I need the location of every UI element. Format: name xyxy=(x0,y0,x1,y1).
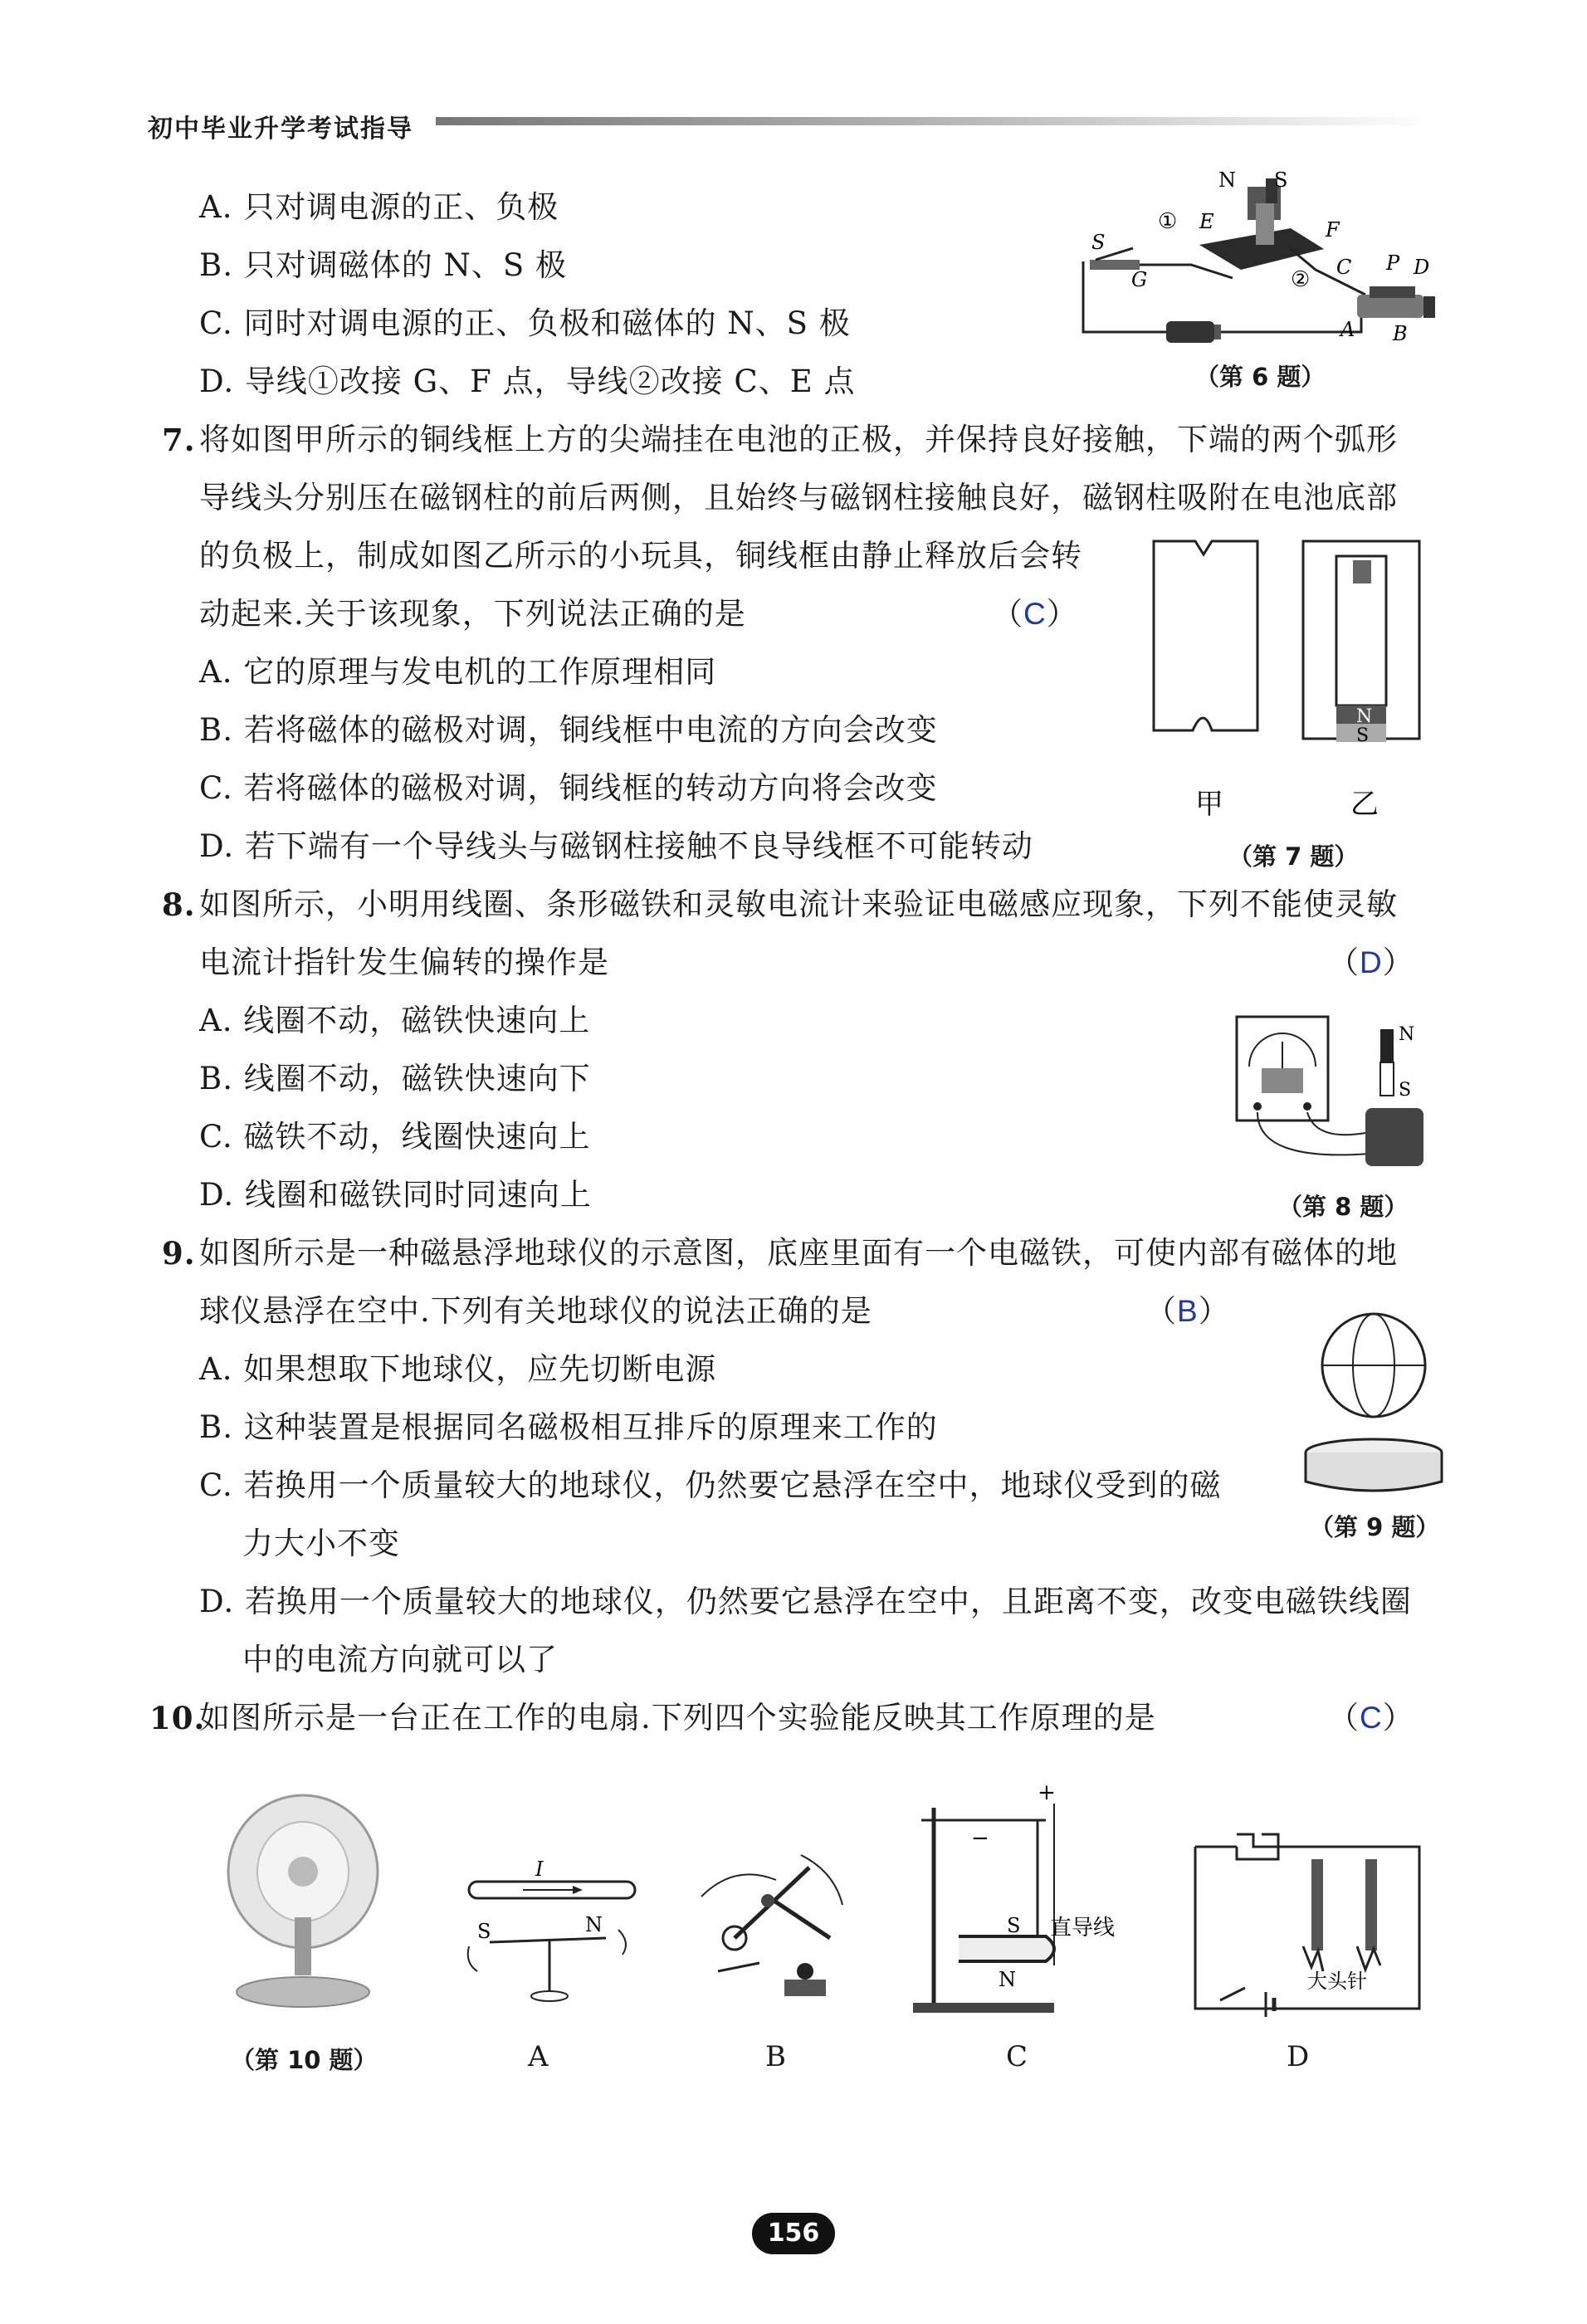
q6-label-g: G xyxy=(1131,268,1148,291)
q7-caption: （第 7 题） xyxy=(1228,842,1359,871)
q10-answer-bracket: （C） xyxy=(1328,1700,1414,1736)
q10-label-b: B xyxy=(765,2040,786,2073)
q8-option-c: C. 磁铁不动，线圈快速向上 xyxy=(199,1119,591,1155)
q9-figure xyxy=(1295,1307,1453,1498)
q8-answer: D xyxy=(1360,945,1383,979)
q6-label-b: B xyxy=(1393,322,1408,345)
q9-caption: （第 9 题） xyxy=(1310,1513,1440,1541)
q10-d-label-pins: 大头针 xyxy=(1307,1970,1367,1993)
q7-option-a: A. 它的原理与发电机的工作原理相同 xyxy=(199,654,717,690)
q8-number: 8. xyxy=(162,886,196,923)
q7-line-4: 动起来.关于该现象，下列说法正确的是 xyxy=(199,596,746,632)
q7-fig-jia-label: 甲 xyxy=(1195,788,1223,821)
q10-label-c: C xyxy=(1006,2040,1028,2073)
q10-c-label-minus: − xyxy=(971,1826,989,1851)
q7-answer-bracket: （C） xyxy=(992,596,1078,632)
q9-option-d-cont: 中的电流方向就可以了 xyxy=(242,1642,558,1677)
q9-option-a: A. 如果想取下地球仪，应先切断电源 xyxy=(199,1351,717,1387)
q7-figure xyxy=(1141,531,1440,822)
q10-label-a: A xyxy=(528,2040,549,2073)
q9-option-b: B. 这种装置是根据同名磁极相互排斥的原理来工作的 xyxy=(199,1409,938,1445)
q10-a-label-s: S xyxy=(477,1920,491,1943)
q7-fig-s: S xyxy=(1356,725,1370,746)
q10-figure-a xyxy=(448,1838,647,2017)
q10-c-label-wire: 直导线 xyxy=(1050,1916,1116,1941)
q7-answer: C xyxy=(1023,597,1047,631)
q10-caption: （第 10 题） xyxy=(231,2046,378,2074)
q10-c-label-s: S xyxy=(1007,1914,1021,1937)
q7-number: 7. xyxy=(162,422,196,458)
q6-label-e: E xyxy=(1199,210,1214,233)
q9-line-2: 球仪悬浮在空中.下列有关地球仪的说法正确的是 xyxy=(199,1293,872,1329)
q9-answer-bracket: （B） xyxy=(1145,1293,1230,1329)
q6-label-n: N xyxy=(1218,170,1236,192)
q7-line-1: 将如图甲所示的铜线框上方的尖端挂在电池的正极，并保持良好接触，下端的两个弧形 xyxy=(199,422,1398,457)
q8-caption: （第 8 题） xyxy=(1278,1193,1409,1221)
q9-option-d: D. 若换用一个质量较大的地球仪，仍然要它悬浮在空中，且距离不变，改变电磁铁线圈 xyxy=(199,1584,1412,1619)
q6-label-p: P xyxy=(1386,251,1400,275)
q7-line-2: 导线头分别压在磁钢柱的前后两侧，且始终与磁钢柱接触良好，磁钢柱吸附在电池底部 xyxy=(199,480,1398,515)
q6-caption: （第 6 题） xyxy=(1195,363,1326,391)
q10-figure-b xyxy=(685,1847,859,2017)
q8-line-2: 电流计指针发生偏转的操作是 xyxy=(199,945,609,980)
q8-fig-s: S xyxy=(1399,1080,1412,1101)
q7-option-d: D. 若下端有一个导线头与磁钢柱接触不良导线框不可能转动 xyxy=(199,828,1033,864)
q6-label-s-switch: S xyxy=(1091,231,1106,254)
q6-option-b: B. 只对调磁体的 N、S 极 xyxy=(199,247,567,283)
q9-number: 9. xyxy=(162,1235,196,1272)
q10-a-label-n: N xyxy=(585,1913,603,1936)
q8-line-1: 如图所示，小明用线圈、条形磁铁和灵敏电流计来验证电磁感应现象，下列不能使灵敏 xyxy=(199,886,1398,922)
header-rule xyxy=(436,117,1432,125)
q7-line-3: 的负极上，制成如图乙所示的小玩具，铜线框由静止释放后会转 xyxy=(199,538,1082,574)
q10-label-d: D xyxy=(1287,2040,1310,2073)
q6-option-c: C. 同时对调电源的正、负极和磁体的 N、S 极 xyxy=(199,305,851,341)
q8-answer-bracket: （D） xyxy=(1328,945,1414,980)
page-number: 156 xyxy=(752,2213,835,2254)
q6-label-c: C xyxy=(1336,256,1352,279)
q10-c-label-plus: + xyxy=(1038,1783,1056,1805)
q6-label-d: D xyxy=(1414,256,1430,279)
q9-line-1: 如图所示是一种磁悬浮地球仪的示意图，底座里面有一个电磁铁，可使内部有磁体的地 xyxy=(199,1235,1398,1271)
q8-option-a: A. 线圈不动，磁铁快速向上 xyxy=(199,1003,591,1038)
q6-label-s: S xyxy=(1274,170,1288,192)
q6-label-f: F xyxy=(1326,218,1340,242)
q9-option-c-cont: 力大小不变 xyxy=(242,1526,400,1561)
q6-figure xyxy=(1067,170,1465,361)
q7-fig-n: N xyxy=(1356,706,1373,727)
q8-option-d: D. 线圈和磁铁同时同速向上 xyxy=(199,1177,592,1213)
q6-label-circle1: ① xyxy=(1158,209,1178,234)
header-title: 初中毕业升学考试指导 xyxy=(148,115,413,144)
q10-c-label-n: N xyxy=(999,1968,1016,1991)
q10-fan-figure xyxy=(216,1793,398,2025)
q10-figure-c xyxy=(909,1783,1150,2019)
q7-fig-yi-label: 乙 xyxy=(1350,788,1379,821)
q6-option-d: D. 导线①改接 G、F 点，导线②改接 C、E 点 xyxy=(199,364,856,399)
q8-figure xyxy=(1233,1008,1440,1174)
q7-option-b: B. 若将磁体的磁极对调，铜线框中电流的方向会改变 xyxy=(199,712,938,748)
q9-answer: B xyxy=(1177,1294,1199,1328)
q10-figure-d xyxy=(1187,1822,1428,2021)
q10-answer: C xyxy=(1360,1701,1383,1735)
q10-a-label-i: I xyxy=(535,1858,544,1881)
q9-option-c: C. 若换用一个质量较大的地球仪，仍然要它悬浮在空中，地球仪受到的磁 xyxy=(199,1467,1222,1503)
q6-label-a: A xyxy=(1340,318,1355,341)
q6-option-a: A. 只对调电源的正、负极 xyxy=(199,189,559,225)
q10-number: 10. xyxy=(149,1700,206,1736)
q6-label-circle2: ② xyxy=(1291,267,1311,292)
q7-option-c: C. 若将磁体的磁极对调，铜线框的转动方向将会改变 xyxy=(199,770,938,806)
q10-line: 如图所示是一台正在工作的电扇.下列四个实验能反映其工作原理的是 xyxy=(199,1700,1156,1736)
q8-fig-n: N xyxy=(1399,1024,1415,1045)
q8-option-b: B. 线圈不动，磁铁快速向下 xyxy=(199,1061,591,1096)
